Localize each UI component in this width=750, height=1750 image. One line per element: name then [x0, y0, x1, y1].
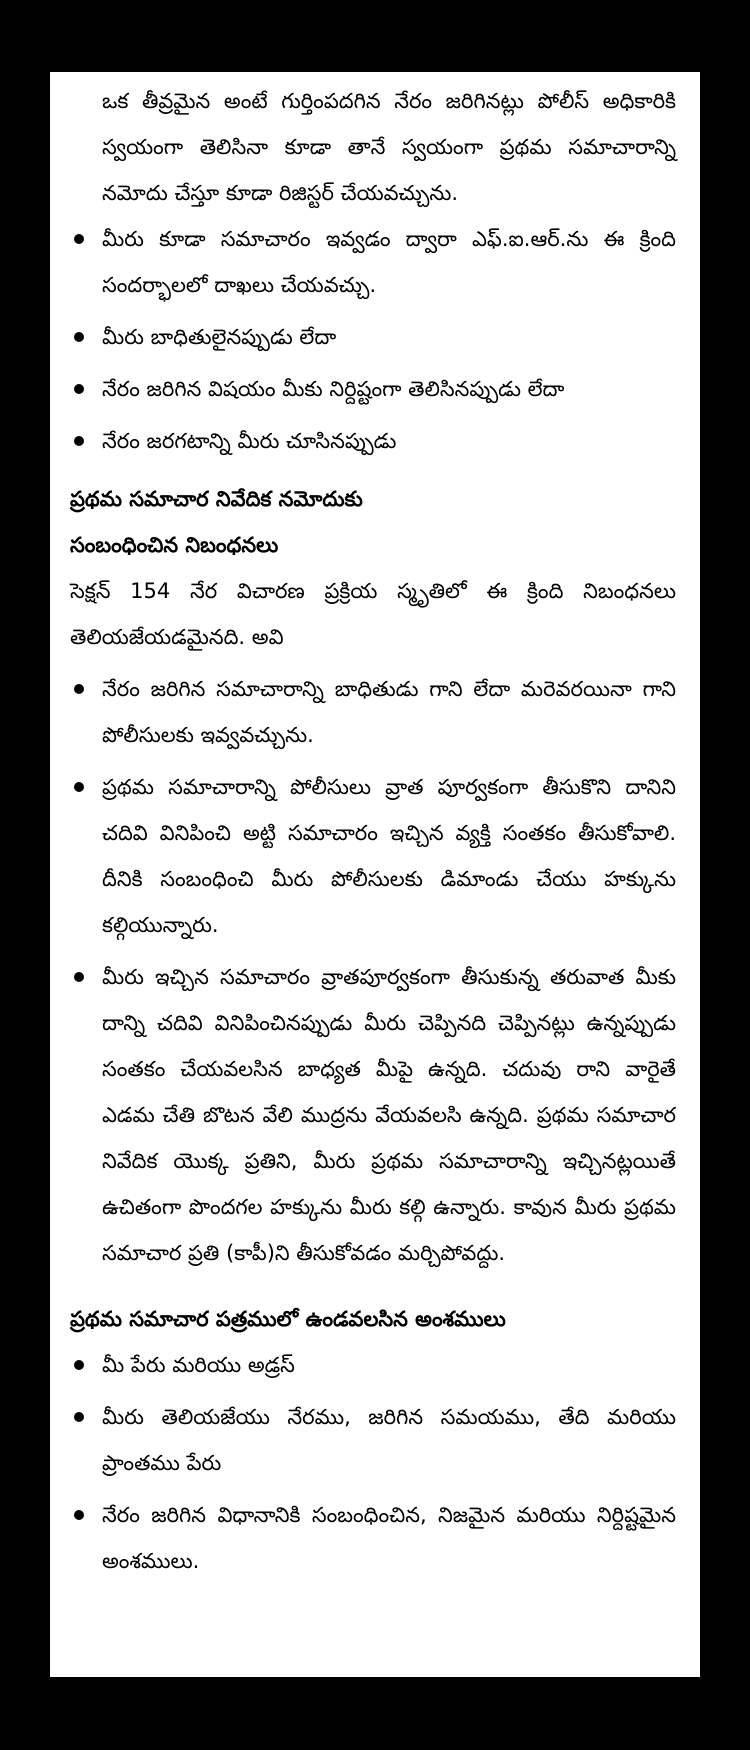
list-item [70, 314, 676, 360]
intro-paragraph: ఒక తీవ్రమైన అంటే గుర్తింపదగిన నేరం జరిగినట్లు పోలీస్ అధికారికి స్వయంగా తెలిసినా కూడా తానే స్వయంగా ప్రథమ సమాచారాన్ని నమోదు చేస్తూ కూడా రిజిస్టర్ చేయవచ్చును. [102, 89, 676, 205]
list-item [70, 1394, 676, 1486]
contents-list [70, 1342, 676, 1584]
bullet-icon [74, 384, 84, 394]
list-item [70, 216, 676, 308]
list-item [70, 1342, 676, 1388]
section-heading-line1: ప్రథమ సమాచార నివేదిక నమోదుకు [70, 487, 363, 511]
list-item-text: మీ పేరు మరియు అడ్రస్ [102, 1353, 295, 1377]
bullet-icon [74, 436, 84, 446]
list-item [70, 666, 676, 758]
list-item-text: మీరు ఇచ్చిన సమాచారం వ్రాతపూర్వకంగా తీసుకున్న తరువాత మీకు దాన్ని చదివి వినిపించినప్పుడు మీరు చెప్పినది చెప్పినట్లు ఉన్నప్పుడు సంతకం చేయవలసిన బాధ్యత మీపై ఉన్నది. చదువు రాని వారైతే ఎడమ చేతి బొటన వేలి ముద్రను వేయవలసి ఉన్నది. ప్రథమ సమాచార నివేదిక యొక్క ప్రతిని, మీరు ప్రథమ సమాచారాన్ని ఇచ్చినట్లయితే ఉచితంగా పొందగల హక్కును మీరు కల్గి ఉన్నారు. కావున మీరు ప్రథమ సమాచార ప్రతి (కాపీ)ని తీసుకోవడం మర్చిపోవద్దు. [102, 965, 676, 1265]
section-intro-paragraph: సెక్షన్ 154 నేర విచారణ ప్రక్రియ స్మృతిలో ఈ క్రింది నిబంధనలు తెలియజేయడమైనది. అవి [70, 579, 676, 649]
section-heading-line2: సంబంధించిన నిబంధనలు [70, 533, 279, 557]
bullet-icon [74, 1510, 84, 1520]
filing-cases-list [70, 216, 676, 464]
list-item [70, 366, 676, 412]
bullet-icon [74, 1412, 84, 1422]
bullet-icon [74, 972, 84, 982]
bullet-icon [74, 782, 84, 792]
document-page [50, 72, 700, 1677]
list-item-text: నేరం జరిగిన సమాచారాన్ని బాధితుడు గాని లేదా మరెవరయినా గాని పోలీసులకు ఇవ్వవచ్చును. [102, 677, 676, 747]
bullet-icon [74, 1360, 84, 1370]
list-item-text: మీరు కూడా సమాచారం ఇవ్వడం ద్వారా ఎఫ్.ఐ.ఆర్.ను ఈ క్రింది సందర్భాలలో దాఖలు చేయవచ్చు. [102, 227, 676, 297]
list-item-text: మీరు బాధితులైనప్పుడు లేదా [102, 325, 337, 349]
section-heading: ప్రథమ సమాచార పత్రములో ఉండవలసిన అంశములు [70, 1307, 506, 1331]
list-item [70, 954, 676, 1276]
list-item-text: మీరు తెలియజేయు నేరము, జరిగిన సమయము, తేది మరియు ప్రాంతము పేరు [102, 1405, 676, 1475]
list-item-text: నేరం జరిగిన విషయం మీకు నిర్దిష్టంగా తెలిసినప్పుడు లేదా [102, 377, 565, 401]
list-item-text: నేరం జరిగిన విధానానికి సంబంధించిన, నిజమైన మరియు నిర్దిష్టమైన అంశములు. [102, 1503, 676, 1573]
list-item [70, 764, 676, 948]
list-item [70, 418, 676, 464]
bullet-icon [74, 332, 84, 342]
list-item-text: ప్రథమ సమాచారాన్ని పోలీసులు వ్రాత పూర్వకంగా తీసుకొని దానిని చదివి వినిపించి అట్టి సమాచారం ఇచ్చిన వ్యక్తి సంతకం తీసుకోవాలి. దీనికి సంబంధించి మీరు పోలీసులకు డిమాండు చేయు హక్కును కల్గియున్నారు. [102, 775, 676, 937]
list-item-text: నేరం జరగటాన్ని మీరు చూసినప్పుడు [102, 429, 397, 453]
bullet-icon [74, 234, 84, 244]
spacer [70, 1282, 676, 1296]
rules-list [70, 666, 676, 1276]
list-item [70, 1492, 676, 1584]
bullet-icon [74, 684, 84, 694]
